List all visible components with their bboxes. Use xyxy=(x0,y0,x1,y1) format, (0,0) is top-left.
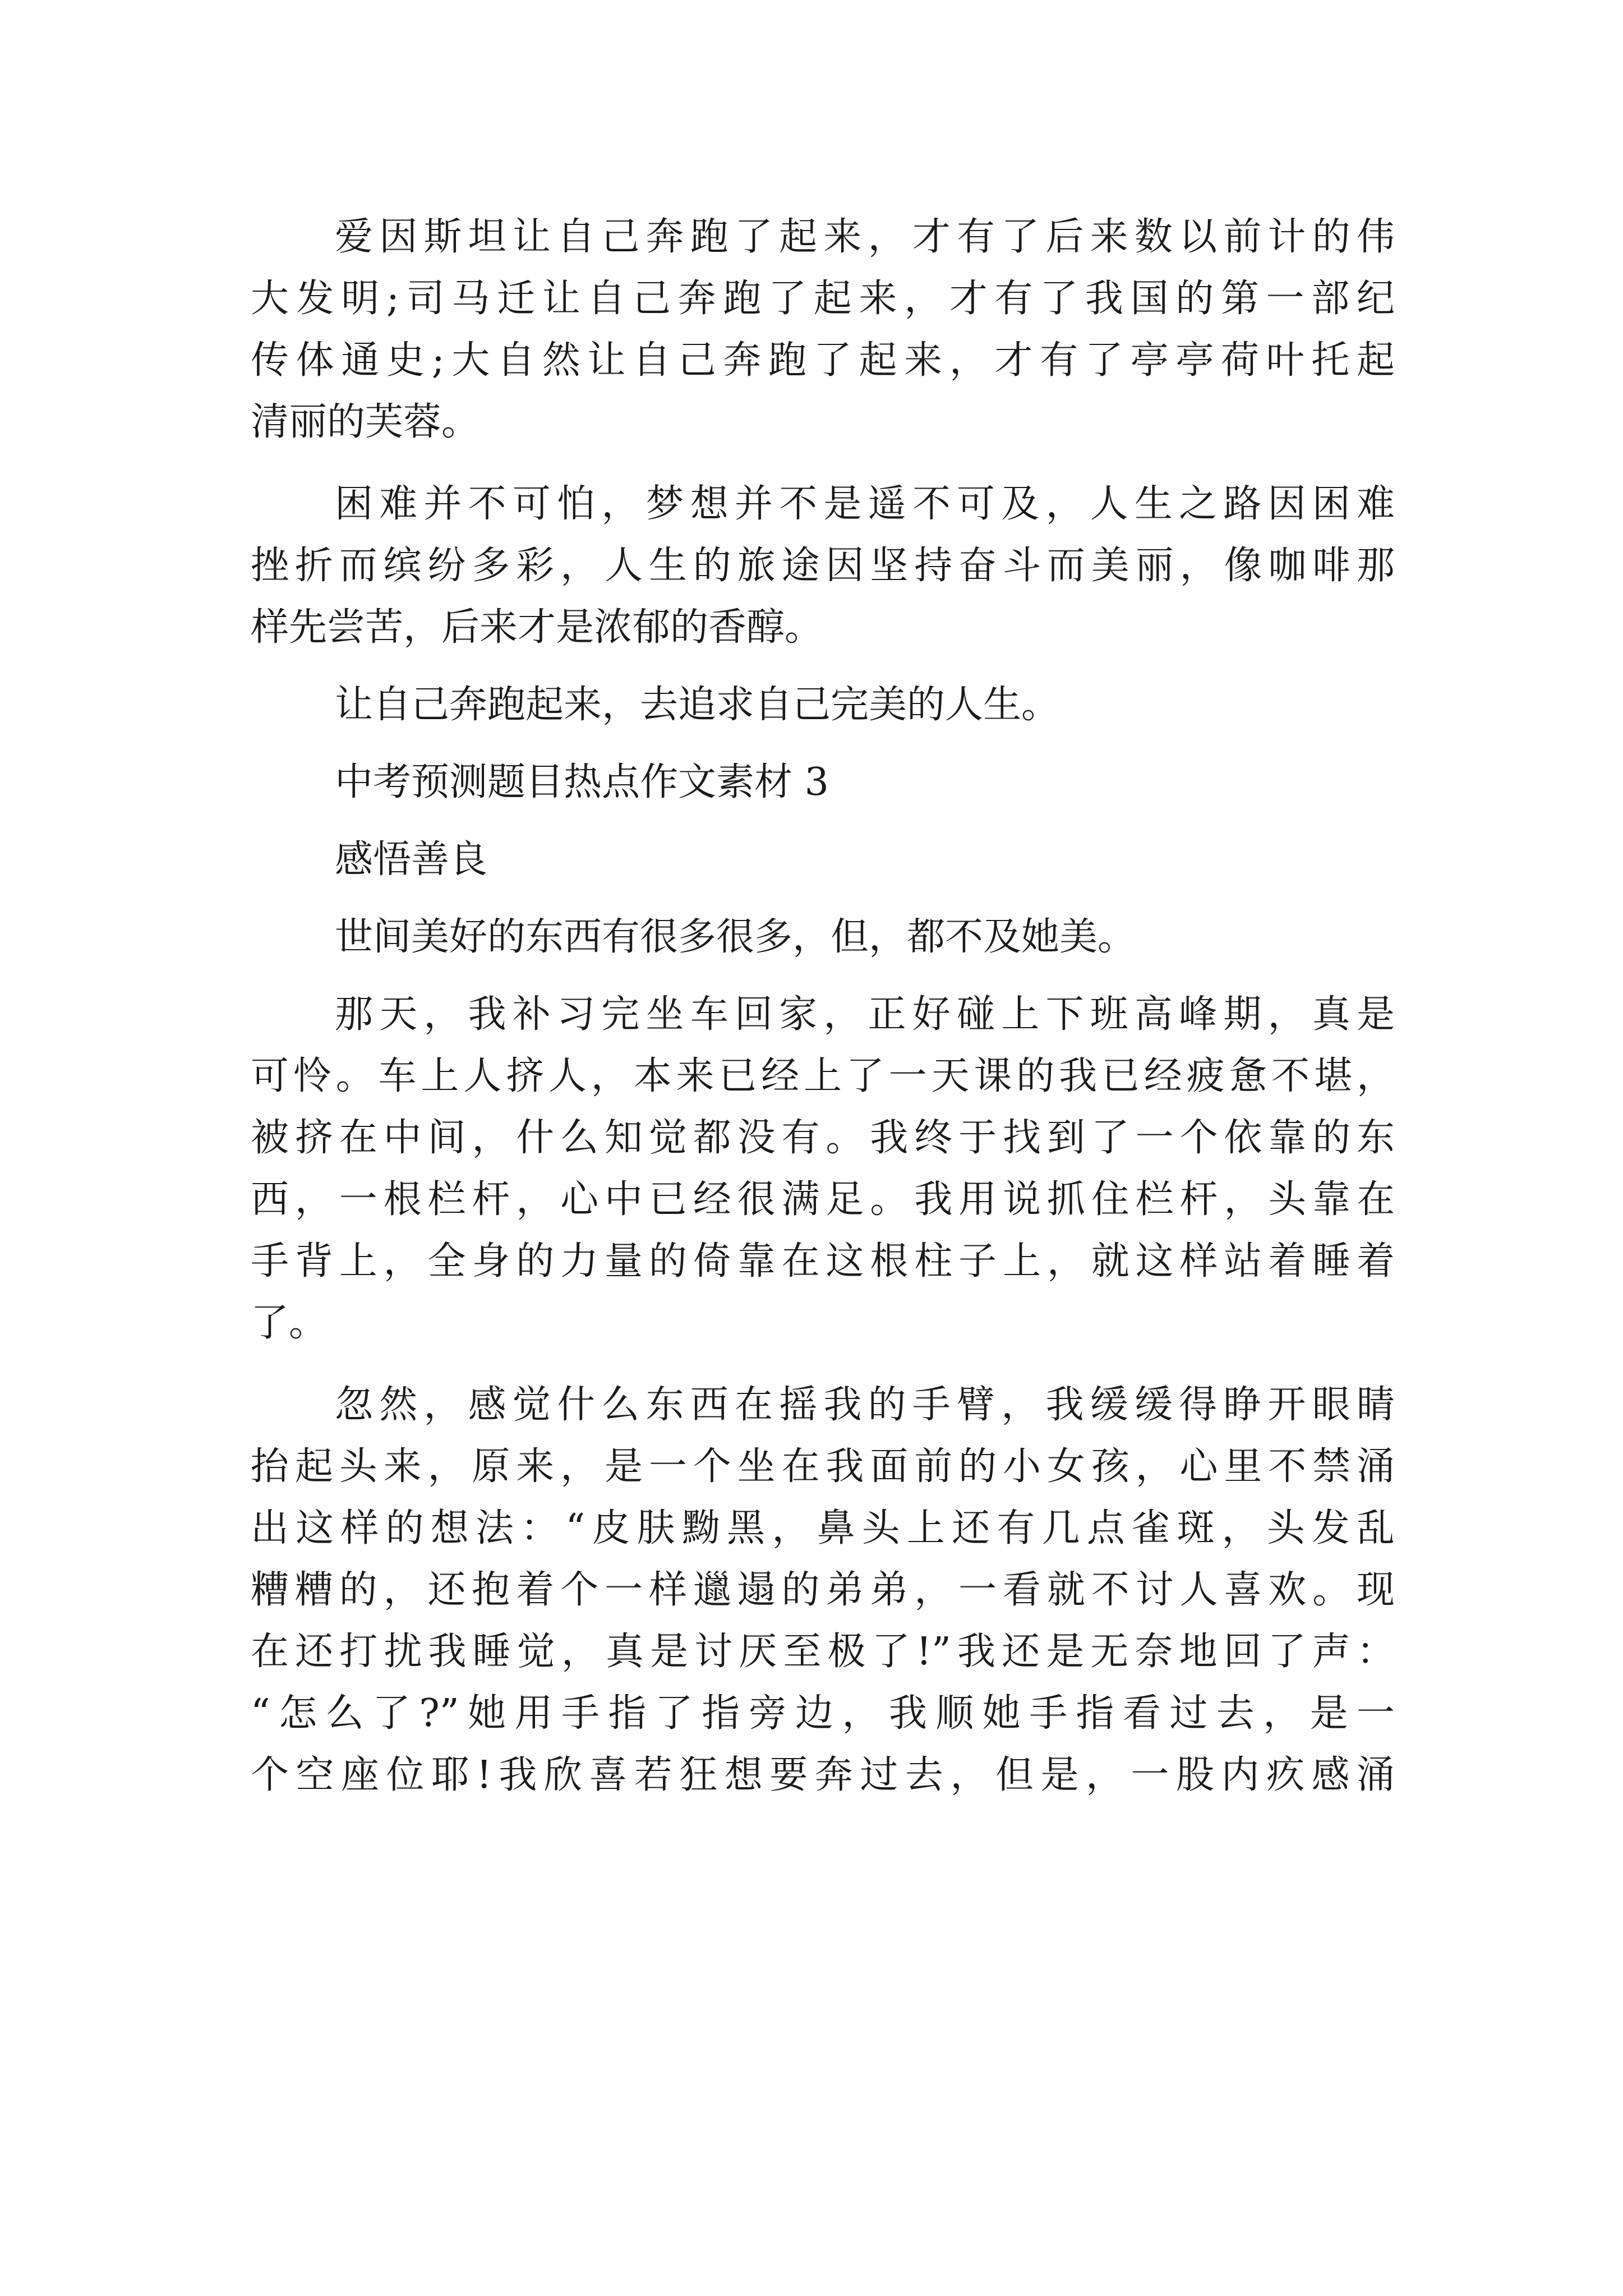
text-line: 清丽的芙蓉。 xyxy=(251,400,480,444)
text-line: 手背上，全身的力量的倚靠在这根柱子上，就这样站着睡着 xyxy=(251,1239,1395,1283)
text-line: 西，一根栏杆，心中已经很满足。我用说抓住栏杆，头靠在 xyxy=(251,1177,1395,1222)
text-line: 爱因斯坦让自己奔跑了起来，才有了后来数以前计的伟 xyxy=(335,215,1395,259)
text-line: 传体通史;大自然让自己奔跑了起来，才有了亭亭荷叶托起 xyxy=(251,338,1395,383)
text-line: “怎么了?”她用手指了指旁边，我顺她手指看过去，是一 xyxy=(251,1691,1395,1736)
text-line: 忽然，感觉什么东西在摇我的手臂，我缓缓得睁开眼睛 xyxy=(335,1383,1395,1427)
paragraph xyxy=(251,1374,1395,1806)
text-line: 在还打扰我睡觉，真是讨厌至极了!”我还是无奈地回了声： xyxy=(251,1630,1395,1674)
paragraph xyxy=(251,907,1395,968)
text-line: 了。 xyxy=(251,1301,328,1345)
paragraph xyxy=(251,674,1395,736)
text-line: 糟糟的，还抱着个一样邋遢的弟弟，一看就不讨人喜欢。现 xyxy=(251,1568,1395,1612)
paragraph xyxy=(251,984,1395,1354)
text-line: 那天，我补习完坐车回家，正好碰上下班高峰期，真是 xyxy=(335,992,1395,1037)
text-line: 大发明;司马迁让自己奔跑了起来，才有了我国的第一部纪 xyxy=(251,277,1395,321)
text-line: 抬起头来，原来，是一个坐在我面前的小女孩，心里不禁涌 xyxy=(251,1444,1395,1489)
text-line: 可怜。车上人挤人，本来已经上了一天课的我已经疲惫不堪， xyxy=(251,1054,1395,1098)
text-line: 让自己奔跑起来，去追求自己完美的人生。 xyxy=(335,683,1060,727)
text-line: 个空座位耶!我欣喜若狂想要奔过去，但是，一股内疚感涌 xyxy=(251,1753,1395,1797)
text-line: 中考预测题目热点作文素材 3 xyxy=(335,760,829,804)
text-line: 出这样的想法：“皮肤黝黑，鼻头上还有几点雀斑，头发乱 xyxy=(251,1506,1395,1550)
text-line: 感悟善良 xyxy=(335,838,488,882)
text-line: 困难并不可怕，梦想并不是遥不可及，人生之路因困难 xyxy=(335,482,1395,526)
section-heading xyxy=(251,752,1395,813)
paragraph xyxy=(251,473,1395,659)
text-line: 被挤在中间，什么知觉都没有。我终于找到了一个依靠的东 xyxy=(251,1116,1395,1160)
document-body xyxy=(251,206,1395,1806)
text-line: 世间美好的东西有很多很多，但，都不及她美。 xyxy=(335,915,1136,959)
essay-title xyxy=(251,829,1395,891)
paragraph xyxy=(251,206,1395,453)
text-line: 挫折而缤纷多彩，人生的旅途因坚持奋斗而美丽，像咖啡那 xyxy=(251,544,1395,588)
text-line: 样先尝苦，后来才是浓郁的香醇。 xyxy=(251,605,823,650)
